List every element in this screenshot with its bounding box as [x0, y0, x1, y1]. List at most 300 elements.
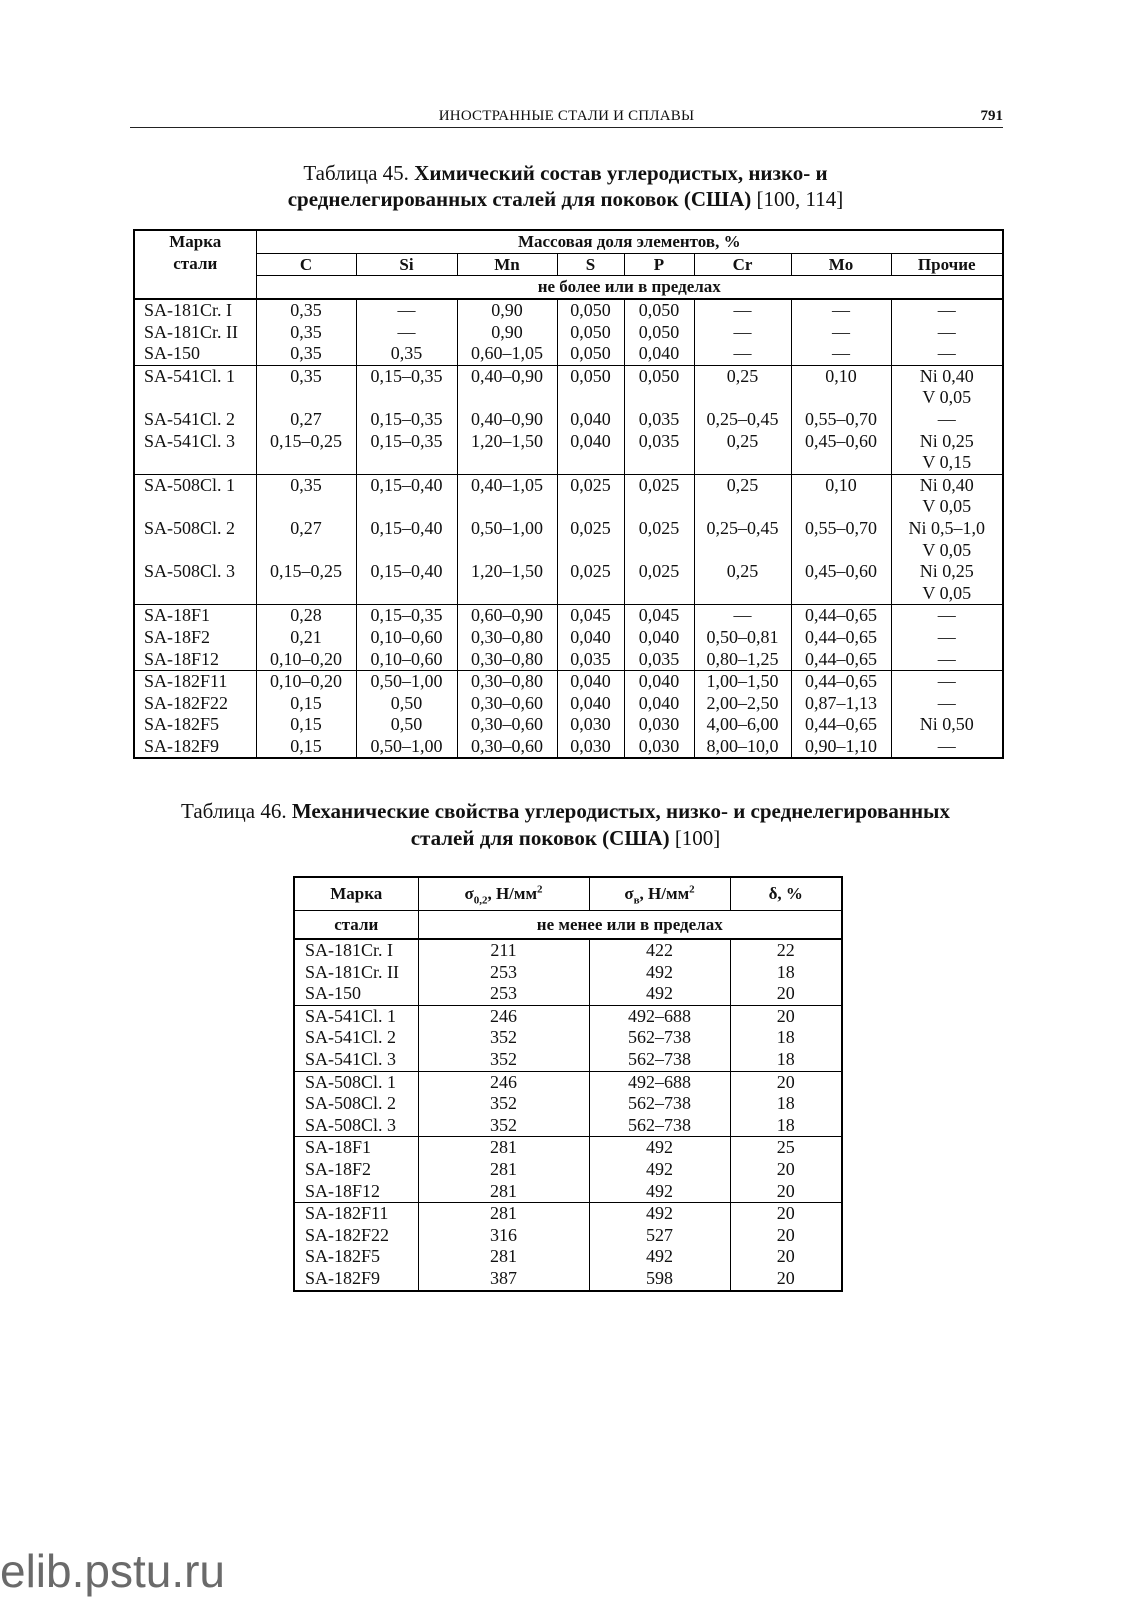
- other-elements-cell: [891, 518, 1003, 561]
- p-cell: 0,040: [624, 627, 694, 649]
- mo-cell: 0,87–1,13: [791, 693, 891, 715]
- table46-head-row2: [294, 911, 842, 940]
- s-cell: 0,050: [557, 365, 624, 409]
- watermark-text: elib.pstu.ru: [0, 1545, 226, 1597]
- mo-cell: —: [791, 299, 891, 322]
- table46-limits-header: не менее или в пределах: [418, 911, 842, 940]
- mn-cell: 0,40–0,90: [457, 365, 557, 409]
- other-elements-line: V 0,15: [922, 452, 972, 473]
- other-elements-line: V 0,05: [922, 387, 972, 408]
- yield-strength-cell: 281: [418, 1203, 589, 1225]
- elongation-cell: 20: [730, 1203, 842, 1225]
- yield-strength-cell: 281: [418, 1159, 589, 1181]
- table46-body: [294, 939, 842, 1291]
- table45-caption-title-part2: среднелегированных сталей для поковок (США): [287, 187, 752, 211]
- table45-head-row2: [134, 254, 1003, 276]
- tensile-strength-cell: 562–738: [589, 1093, 730, 1115]
- table46-row: [294, 1005, 842, 1027]
- table45-caption-title-part1: Химический состав углеродистых, низко- и: [414, 161, 828, 185]
- c-cell: 0,10–0,20: [256, 649, 356, 671]
- elongation-cell: 20: [730, 1071, 842, 1093]
- tensile-strength-cell: 492: [589, 1159, 730, 1181]
- other-elements-line: V 0,05: [922, 582, 972, 603]
- tensile-unit-power: 2: [689, 883, 695, 896]
- table46-caption-ref: [100]: [674, 826, 721, 850]
- yield-strength-cell: 253: [418, 962, 589, 984]
- table45: [133, 229, 1004, 759]
- other-elements-cell: [891, 605, 1003, 627]
- yield-strength-cell: 246: [418, 1005, 589, 1027]
- table46-row: [294, 1225, 842, 1247]
- yield-strength-cell: 253: [418, 983, 589, 1005]
- grade-cell: SA-508Cl. 2: [134, 518, 256, 561]
- s-cell: 0,025: [557, 518, 624, 561]
- table46-row: [294, 939, 842, 962]
- element-header-cr: Cr: [694, 254, 791, 276]
- table46-caption: [0, 798, 1131, 852]
- p-cell: 0,035: [624, 409, 694, 431]
- table45-row: [134, 431, 1003, 475]
- grade-cell: SA-181Cr. II: [294, 962, 418, 984]
- table46-row: [294, 1049, 842, 1071]
- element-header-s: S: [557, 254, 624, 276]
- grade-cell: SA-150: [294, 983, 418, 1005]
- grade-cell: SA-18F2: [294, 1159, 418, 1181]
- grade-header-line1: Марка: [169, 232, 222, 251]
- si-cell: 0,15–0,35: [356, 409, 457, 431]
- table45-grade-header: [134, 230, 256, 299]
- table45-row: [134, 343, 1003, 365]
- other-elements-line: Ni 0,25: [919, 561, 974, 582]
- s-cell: 0,040: [557, 627, 624, 649]
- other-elements-cell: [891, 474, 1003, 518]
- other-elements-line: —: [937, 671, 956, 692]
- tensile-strength-cell: 492: [589, 1137, 730, 1159]
- table45-body: [134, 299, 1003, 758]
- table45-row: [134, 714, 1003, 736]
- table46-row: [294, 1115, 842, 1137]
- p-cell: 0,025: [624, 474, 694, 518]
- tensile-strength-cell: 422: [589, 939, 730, 962]
- other-elements-cell: [891, 409, 1003, 431]
- mn-cell: 0,30–0,80: [457, 649, 557, 671]
- c-cell: 0,15: [256, 714, 356, 736]
- s-cell: 0,030: [557, 714, 624, 736]
- elongation-cell: 20: [730, 1159, 842, 1181]
- grade-cell: SA-541Cl. 3: [294, 1049, 418, 1071]
- cr-cell: 0,25: [694, 561, 791, 605]
- cr-cell: 0,50–0,81: [694, 627, 791, 649]
- s-cell: 0,040: [557, 409, 624, 431]
- c-cell: 0,27: [256, 409, 356, 431]
- c-cell: 0,15: [256, 693, 356, 715]
- table46-head: [294, 877, 842, 939]
- table45-row: [134, 649, 1003, 671]
- table45-row: [134, 474, 1003, 518]
- table46-caption-prefix: Таблица 46.: [181, 799, 287, 823]
- grade-cell: SA-182F22: [134, 693, 256, 715]
- s-cell: 0,030: [557, 736, 624, 759]
- element-header-mn: Mn: [457, 254, 557, 276]
- grade-cell: SA-18F1: [134, 605, 256, 627]
- other-elements-line: Ni 0,50: [919, 714, 974, 735]
- yield-unit: , Н/мм: [487, 884, 538, 903]
- c-cell: 0,35: [256, 474, 356, 518]
- elongation-cell: 22: [730, 939, 842, 962]
- p-cell: 0,040: [624, 693, 694, 715]
- p-cell: 0,025: [624, 518, 694, 561]
- p-cell: 0,040: [624, 671, 694, 693]
- p-cell: 0,050: [624, 299, 694, 322]
- yield-unit-power: 2: [537, 883, 543, 896]
- cr-cell: 4,00–6,00: [694, 714, 791, 736]
- grade-header-line2: стали: [173, 254, 218, 273]
- table46-row: [294, 1027, 842, 1049]
- mn-cell: 1,20–1,50: [457, 431, 557, 475]
- tensile-symbol: σ: [624, 884, 634, 903]
- si-cell: 0,10–0,60: [356, 627, 457, 649]
- header-rule: [130, 127, 1003, 128]
- elongation-cell: 20: [730, 1246, 842, 1268]
- mo-cell: 0,45–0,60: [791, 431, 891, 475]
- cr-cell: 0,80–1,25: [694, 649, 791, 671]
- table45-row: [134, 365, 1003, 409]
- elongation-cell: 18: [730, 1027, 842, 1049]
- yield-strength-cell: 281: [418, 1181, 589, 1203]
- grade-cell: SA-18F12: [134, 649, 256, 671]
- mn-cell: 0,40–0,90: [457, 409, 557, 431]
- tensile-unit: , Н/мм: [639, 884, 690, 903]
- grade-cell: SA-182F11: [134, 671, 256, 693]
- grade-cell: SA-541Cl. 2: [294, 1027, 418, 1049]
- grade-cell: SA-508Cl. 1: [294, 1071, 418, 1093]
- mo-cell: 0,10: [791, 365, 891, 409]
- cr-cell: —: [694, 322, 791, 344]
- s-cell: 0,040: [557, 671, 624, 693]
- yield-subscript: 0,2: [473, 894, 488, 907]
- mo-cell: 0,44–0,65: [791, 671, 891, 693]
- other-elements-cell: [891, 693, 1003, 715]
- other-elements-line: Ni 0,40: [919, 474, 974, 495]
- grade-cell: SA-508Cl. 3: [294, 1115, 418, 1137]
- yield-strength-cell: 352: [418, 1093, 589, 1115]
- c-cell: 0,15: [256, 736, 356, 759]
- mn-cell: 0,30–0,60: [457, 693, 557, 715]
- s-cell: 0,040: [557, 693, 624, 715]
- c-cell: 0,35: [256, 322, 356, 344]
- table46-row: [294, 1246, 842, 1268]
- tensile-strength-cell: 562–738: [589, 1049, 730, 1071]
- c-cell: 0,35: [256, 343, 356, 365]
- other-elements-cell: [891, 627, 1003, 649]
- grade-cell: SA-541Cl. 2: [134, 409, 256, 431]
- tensile-subscript: в: [633, 894, 640, 907]
- tensile-strength-cell: 492: [589, 1246, 730, 1268]
- tensile-strength-cell: 492: [589, 1203, 730, 1225]
- elongation-cell: 20: [730, 1005, 842, 1027]
- mo-cell: 0,90–1,10: [791, 736, 891, 759]
- grade-cell: SA-182F5: [294, 1246, 418, 1268]
- c-cell: 0,10–0,20: [256, 671, 356, 693]
- tensile-strength-cell: 492: [589, 983, 730, 1005]
- other-elements-cell: [891, 343, 1003, 365]
- limits-header: не более или в пределах: [256, 276, 1003, 300]
- p-cell: 0,035: [624, 431, 694, 475]
- table46-row: [294, 983, 842, 1005]
- other-elements-line: —: [937, 735, 956, 756]
- element-header-si: Si: [356, 254, 457, 276]
- table46-row: [294, 1181, 842, 1203]
- cr-cell: 0,25: [694, 431, 791, 475]
- table46-row: [294, 1093, 842, 1115]
- table45-row: [134, 693, 1003, 715]
- element-header-p: P: [624, 254, 694, 276]
- mo-cell: 0,55–0,70: [791, 518, 891, 561]
- table46-row: [294, 1071, 842, 1093]
- s-cell: 0,025: [557, 474, 624, 518]
- cr-cell: —: [694, 299, 791, 322]
- mn-cell: 0,30–0,80: [457, 671, 557, 693]
- table46-grade-header-line2: стали: [294, 911, 418, 940]
- yield-symbol: σ: [464, 884, 474, 903]
- p-cell: 0,050: [624, 365, 694, 409]
- yield-strength-cell: 352: [418, 1027, 589, 1049]
- mn-cell: 0,30–0,60: [457, 736, 557, 759]
- c-cell: 0,27: [256, 518, 356, 561]
- table46-row: [294, 1268, 842, 1291]
- si-cell: 0,50: [356, 714, 457, 736]
- other-elements-cell: [891, 365, 1003, 409]
- yield-strength-cell: 246: [418, 1071, 589, 1093]
- table45-row: [134, 322, 1003, 344]
- table45-row: [134, 561, 1003, 605]
- si-cell: —: [356, 322, 457, 344]
- cr-cell: 1,00–1,50: [694, 671, 791, 693]
- grade-cell: SA-182F5: [134, 714, 256, 736]
- tensile-strength-header: [589, 877, 730, 911]
- other-elements-line: —: [937, 626, 956, 647]
- grade-cell: SA-18F2: [134, 627, 256, 649]
- table46-caption-line2: [0, 825, 1131, 852]
- table46-caption-title-part1: Механические свойства углеродистых, низко- и среднелегированных: [291, 799, 950, 823]
- table46-grade-header-line1: Марка: [294, 877, 418, 911]
- grade-cell: SA-181Cr. II: [134, 322, 256, 344]
- table46-head-row1: [294, 877, 842, 911]
- yield-strength-cell: 352: [418, 1115, 589, 1137]
- mo-cell: —: [791, 343, 891, 365]
- cr-cell: 2,00–2,50: [694, 693, 791, 715]
- table46-caption-line1: [0, 798, 1131, 825]
- si-cell: 0,15–0,40: [356, 518, 457, 561]
- grade-cell: SA-18F12: [294, 1181, 418, 1203]
- table45-caption: [0, 160, 1131, 212]
- p-cell: 0,025: [624, 561, 694, 605]
- table46-row: [294, 1159, 842, 1181]
- other-elements-cell: [891, 431, 1003, 475]
- elongation-header: δ, %: [730, 877, 842, 911]
- tensile-strength-cell: 492: [589, 1181, 730, 1203]
- mo-cell: 0,44–0,65: [791, 627, 891, 649]
- si-cell: 0,50–1,00: [356, 736, 457, 759]
- c-cell: 0,35: [256, 299, 356, 322]
- si-cell: 0,10–0,60: [356, 649, 457, 671]
- other-elements-cell: [891, 671, 1003, 693]
- mo-cell: 0,55–0,70: [791, 409, 891, 431]
- tensile-strength-cell: 492–688: [589, 1005, 730, 1027]
- other-elements-line: —: [937, 648, 956, 669]
- mn-cell: 0,90: [457, 299, 557, 322]
- cr-cell: 0,25–0,45: [694, 409, 791, 431]
- mn-cell: 0,50–1,00: [457, 518, 557, 561]
- mo-cell: —: [791, 322, 891, 344]
- grade-cell: SA-541Cl. 1: [294, 1005, 418, 1027]
- grade-cell: SA-508Cl. 2: [294, 1093, 418, 1115]
- c-cell: 0,15–0,25: [256, 561, 356, 605]
- tensile-strength-cell: 562–738: [589, 1027, 730, 1049]
- c-cell: 0,35: [256, 365, 356, 409]
- p-cell: 0,040: [624, 343, 694, 365]
- table45-caption-ref: [100, 114]: [756, 187, 844, 211]
- element-header-c: C: [256, 254, 356, 276]
- mn-cell: 0,30–0,80: [457, 627, 557, 649]
- grade-cell: SA-541Cl. 3: [134, 431, 256, 475]
- mo-cell: 0,10: [791, 474, 891, 518]
- tensile-strength-cell: 562–738: [589, 1115, 730, 1137]
- c-cell: 0,28: [256, 605, 356, 627]
- table46: [293, 876, 843, 1292]
- s-cell: 0,025: [557, 561, 624, 605]
- element-header-other: Прочие: [891, 254, 1003, 276]
- tensile-strength-cell: 598: [589, 1268, 730, 1291]
- other-elements-line: —: [937, 605, 956, 626]
- table45-row: [134, 627, 1003, 649]
- running-head: [130, 106, 1003, 126]
- p-cell: 0,045: [624, 605, 694, 627]
- grade-cell: SA-182F9: [134, 736, 256, 759]
- cr-cell: 8,00–10,0: [694, 736, 791, 759]
- other-elements-line: —: [937, 343, 956, 364]
- other-elements-line: —: [937, 300, 956, 320]
- grade-cell: SA-150: [134, 343, 256, 365]
- elongation-cell: 20: [730, 1225, 842, 1247]
- elongation-cell: 25: [730, 1137, 842, 1159]
- page-number: 791: [980, 108, 1003, 124]
- si-cell: 0,15–0,40: [356, 561, 457, 605]
- other-elements-line: V 0,05: [922, 496, 972, 517]
- cr-cell: —: [694, 343, 791, 365]
- table45-head-row3: [134, 276, 1003, 300]
- other-elements-line: —: [937, 408, 956, 429]
- table45-head: [134, 230, 1003, 299]
- yield-strength-cell: 387: [418, 1268, 589, 1291]
- si-cell: 0,35: [356, 343, 457, 365]
- cr-cell: 0,25–0,45: [694, 518, 791, 561]
- table46-caption-title-part2: сталей для поковок (США): [410, 826, 670, 850]
- table45-row: [134, 299, 1003, 322]
- mo-cell: 0,44–0,65: [791, 714, 891, 736]
- elongation-cell: 18: [730, 1093, 842, 1115]
- tensile-strength-cell: 527: [589, 1225, 730, 1247]
- grade-cell: SA-182F9: [294, 1268, 418, 1291]
- table46-row: [294, 1203, 842, 1225]
- cr-cell: —: [694, 605, 791, 627]
- other-elements-line: Ni 0,5–1,0: [908, 517, 985, 538]
- c-cell: 0,21: [256, 627, 356, 649]
- other-elements-cell: [891, 714, 1003, 736]
- table45-row: [134, 518, 1003, 561]
- tensile-strength-cell: 492: [589, 962, 730, 984]
- elongation-cell: 20: [730, 1181, 842, 1203]
- yield-strength-cell: 211: [418, 939, 589, 962]
- other-elements-line: V 0,05: [922, 539, 972, 560]
- table45-row: [134, 605, 1003, 627]
- si-cell: 0,50: [356, 693, 457, 715]
- p-cell: 0,035: [624, 649, 694, 671]
- elongation-cell: 20: [730, 983, 842, 1005]
- element-header-mo: Mo: [791, 254, 891, 276]
- s-cell: 0,050: [557, 343, 624, 365]
- si-cell: 0,15–0,35: [356, 605, 457, 627]
- grade-cell: SA-182F11: [294, 1203, 418, 1225]
- table45-row: [134, 736, 1003, 759]
- grade-cell: SA-182F22: [294, 1225, 418, 1247]
- s-cell: 0,035: [557, 649, 624, 671]
- mn-cell: 0,60–1,05: [457, 343, 557, 365]
- p-cell: 0,030: [624, 736, 694, 759]
- elongation-cell: 20: [730, 1268, 842, 1291]
- other-elements-line: —: [937, 692, 956, 713]
- table45-head-row1: [134, 230, 1003, 254]
- table46-row: [294, 962, 842, 984]
- grade-cell: SA-508Cl. 1: [134, 474, 256, 518]
- c-cell: 0,15–0,25: [256, 431, 356, 475]
- other-elements-line: Ni 0,40: [919, 365, 974, 386]
- si-cell: 0,15–0,35: [356, 365, 457, 409]
- si-cell: 0,50–1,00: [356, 671, 457, 693]
- table45-row: [134, 409, 1003, 431]
- other-elements-cell: [891, 649, 1003, 671]
- elongation-cell: 18: [730, 962, 842, 984]
- grade-cell: SA-181Cr. I: [134, 299, 256, 322]
- mn-cell: 1,20–1,50: [457, 561, 557, 605]
- table45-caption-prefix: Таблица 45.: [303, 161, 409, 185]
- mn-cell: 0,90: [457, 322, 557, 344]
- other-elements-line: Ni 0,25: [919, 430, 974, 451]
- tensile-strength-cell: 492–688: [589, 1071, 730, 1093]
- elongation-cell: 18: [730, 1115, 842, 1137]
- p-cell: 0,030: [624, 714, 694, 736]
- table45-caption-line2: [0, 186, 1131, 212]
- mn-cell: 0,60–0,90: [457, 605, 557, 627]
- si-cell: 0,15–0,35: [356, 431, 457, 475]
- s-cell: 0,050: [557, 322, 624, 344]
- yield-strength-cell: 281: [418, 1137, 589, 1159]
- cr-cell: 0,25: [694, 365, 791, 409]
- running-title: ИНОСТРАННЫЕ СТАЛИ И СПЛАВЫ: [438, 108, 695, 124]
- s-cell: 0,040: [557, 431, 624, 475]
- other-elements-cell: [891, 736, 1003, 759]
- s-cell: 0,045: [557, 605, 624, 627]
- grade-cell: SA-181Cr. I: [294, 939, 418, 962]
- mo-cell: 0,44–0,65: [791, 649, 891, 671]
- table46-row: [294, 1137, 842, 1159]
- mn-cell: 0,40–1,05: [457, 474, 557, 518]
- table45-row: [134, 671, 1003, 693]
- elongation-cell: 18: [730, 1049, 842, 1071]
- yield-strength-cell: 352: [418, 1049, 589, 1071]
- mo-cell: 0,45–0,60: [791, 561, 891, 605]
- mo-cell: 0,44–0,65: [791, 605, 891, 627]
